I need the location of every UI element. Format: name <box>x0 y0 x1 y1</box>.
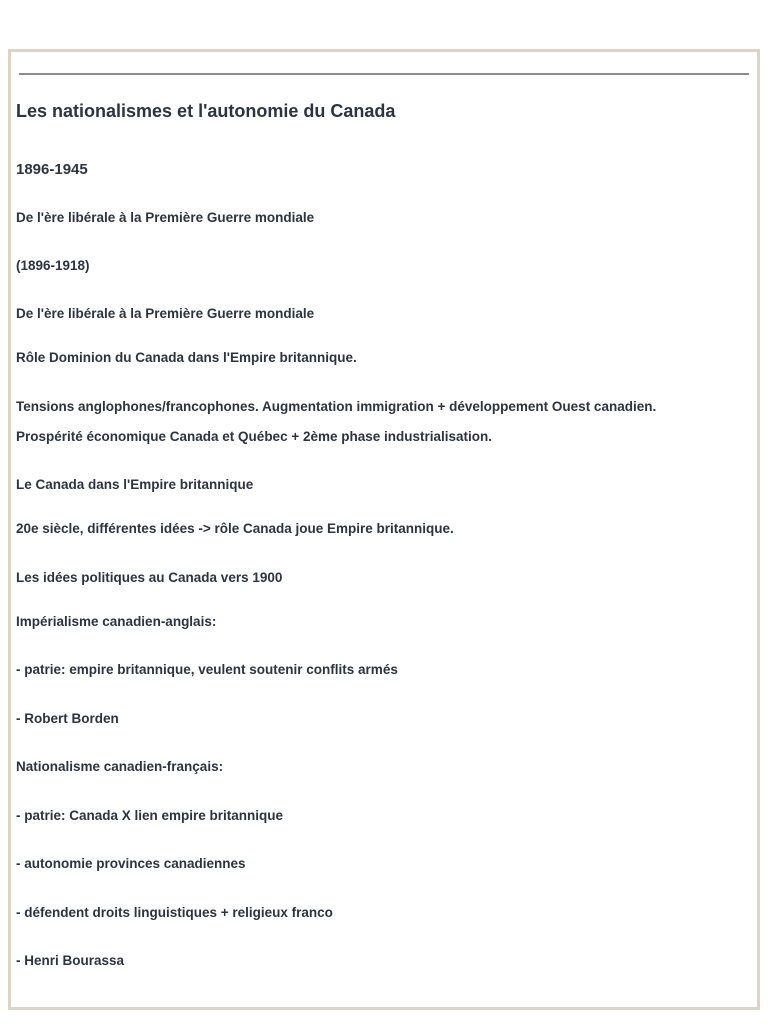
text-line: Le Canada dans l'Empire britannique <box>16 477 254 492</box>
text-line: (1896-1918) <box>16 258 90 273</box>
text-line: 20e siècle, différentes idées -> rôle Canada joue Empire britannique. <box>16 521 454 536</box>
text-line: De l'ère libérale à la Première Guerre mondiale <box>16 306 315 321</box>
text-line: Prospérité économique Canada et Québec + 2ème phase industrialisation. <box>16 429 493 444</box>
text-line: - défendent droits linguistiques + religieux franco <box>16 905 333 920</box>
text-line: - patrie: empire britannique, veulent soutenir conflits armés <box>16 662 398 677</box>
text-line: - patrie: Canada X lien empire britannique <box>16 808 284 823</box>
horizontal-rule <box>19 73 749 75</box>
document-frame <box>8 49 760 1010</box>
text-line: Les idées politiques au Canada vers 1900 <box>16 570 283 585</box>
text-line: Rôle Dominion du Canada dans l'Empire britannique. <box>16 350 357 365</box>
text-line: - Robert Borden <box>16 711 119 726</box>
period-heading: 1896-1945 <box>16 161 88 178</box>
text-line: Nationalisme canadien-français: <box>16 759 224 774</box>
text-line: Tensions anglophones/francophones. Augmentation immigration + développement Ouest canadien. <box>16 399 657 414</box>
document-title: Les nationalismes et l'autonomie du Canada <box>16 101 396 121</box>
text-line: Impérialisme canadien-anglais: <box>16 614 217 629</box>
text-line: - Henri Bourassa <box>16 953 125 968</box>
text-line: - autonomie provinces canadiennes <box>16 856 246 871</box>
text-line: De l'ère libérale à la Première Guerre mondiale <box>16 210 315 225</box>
